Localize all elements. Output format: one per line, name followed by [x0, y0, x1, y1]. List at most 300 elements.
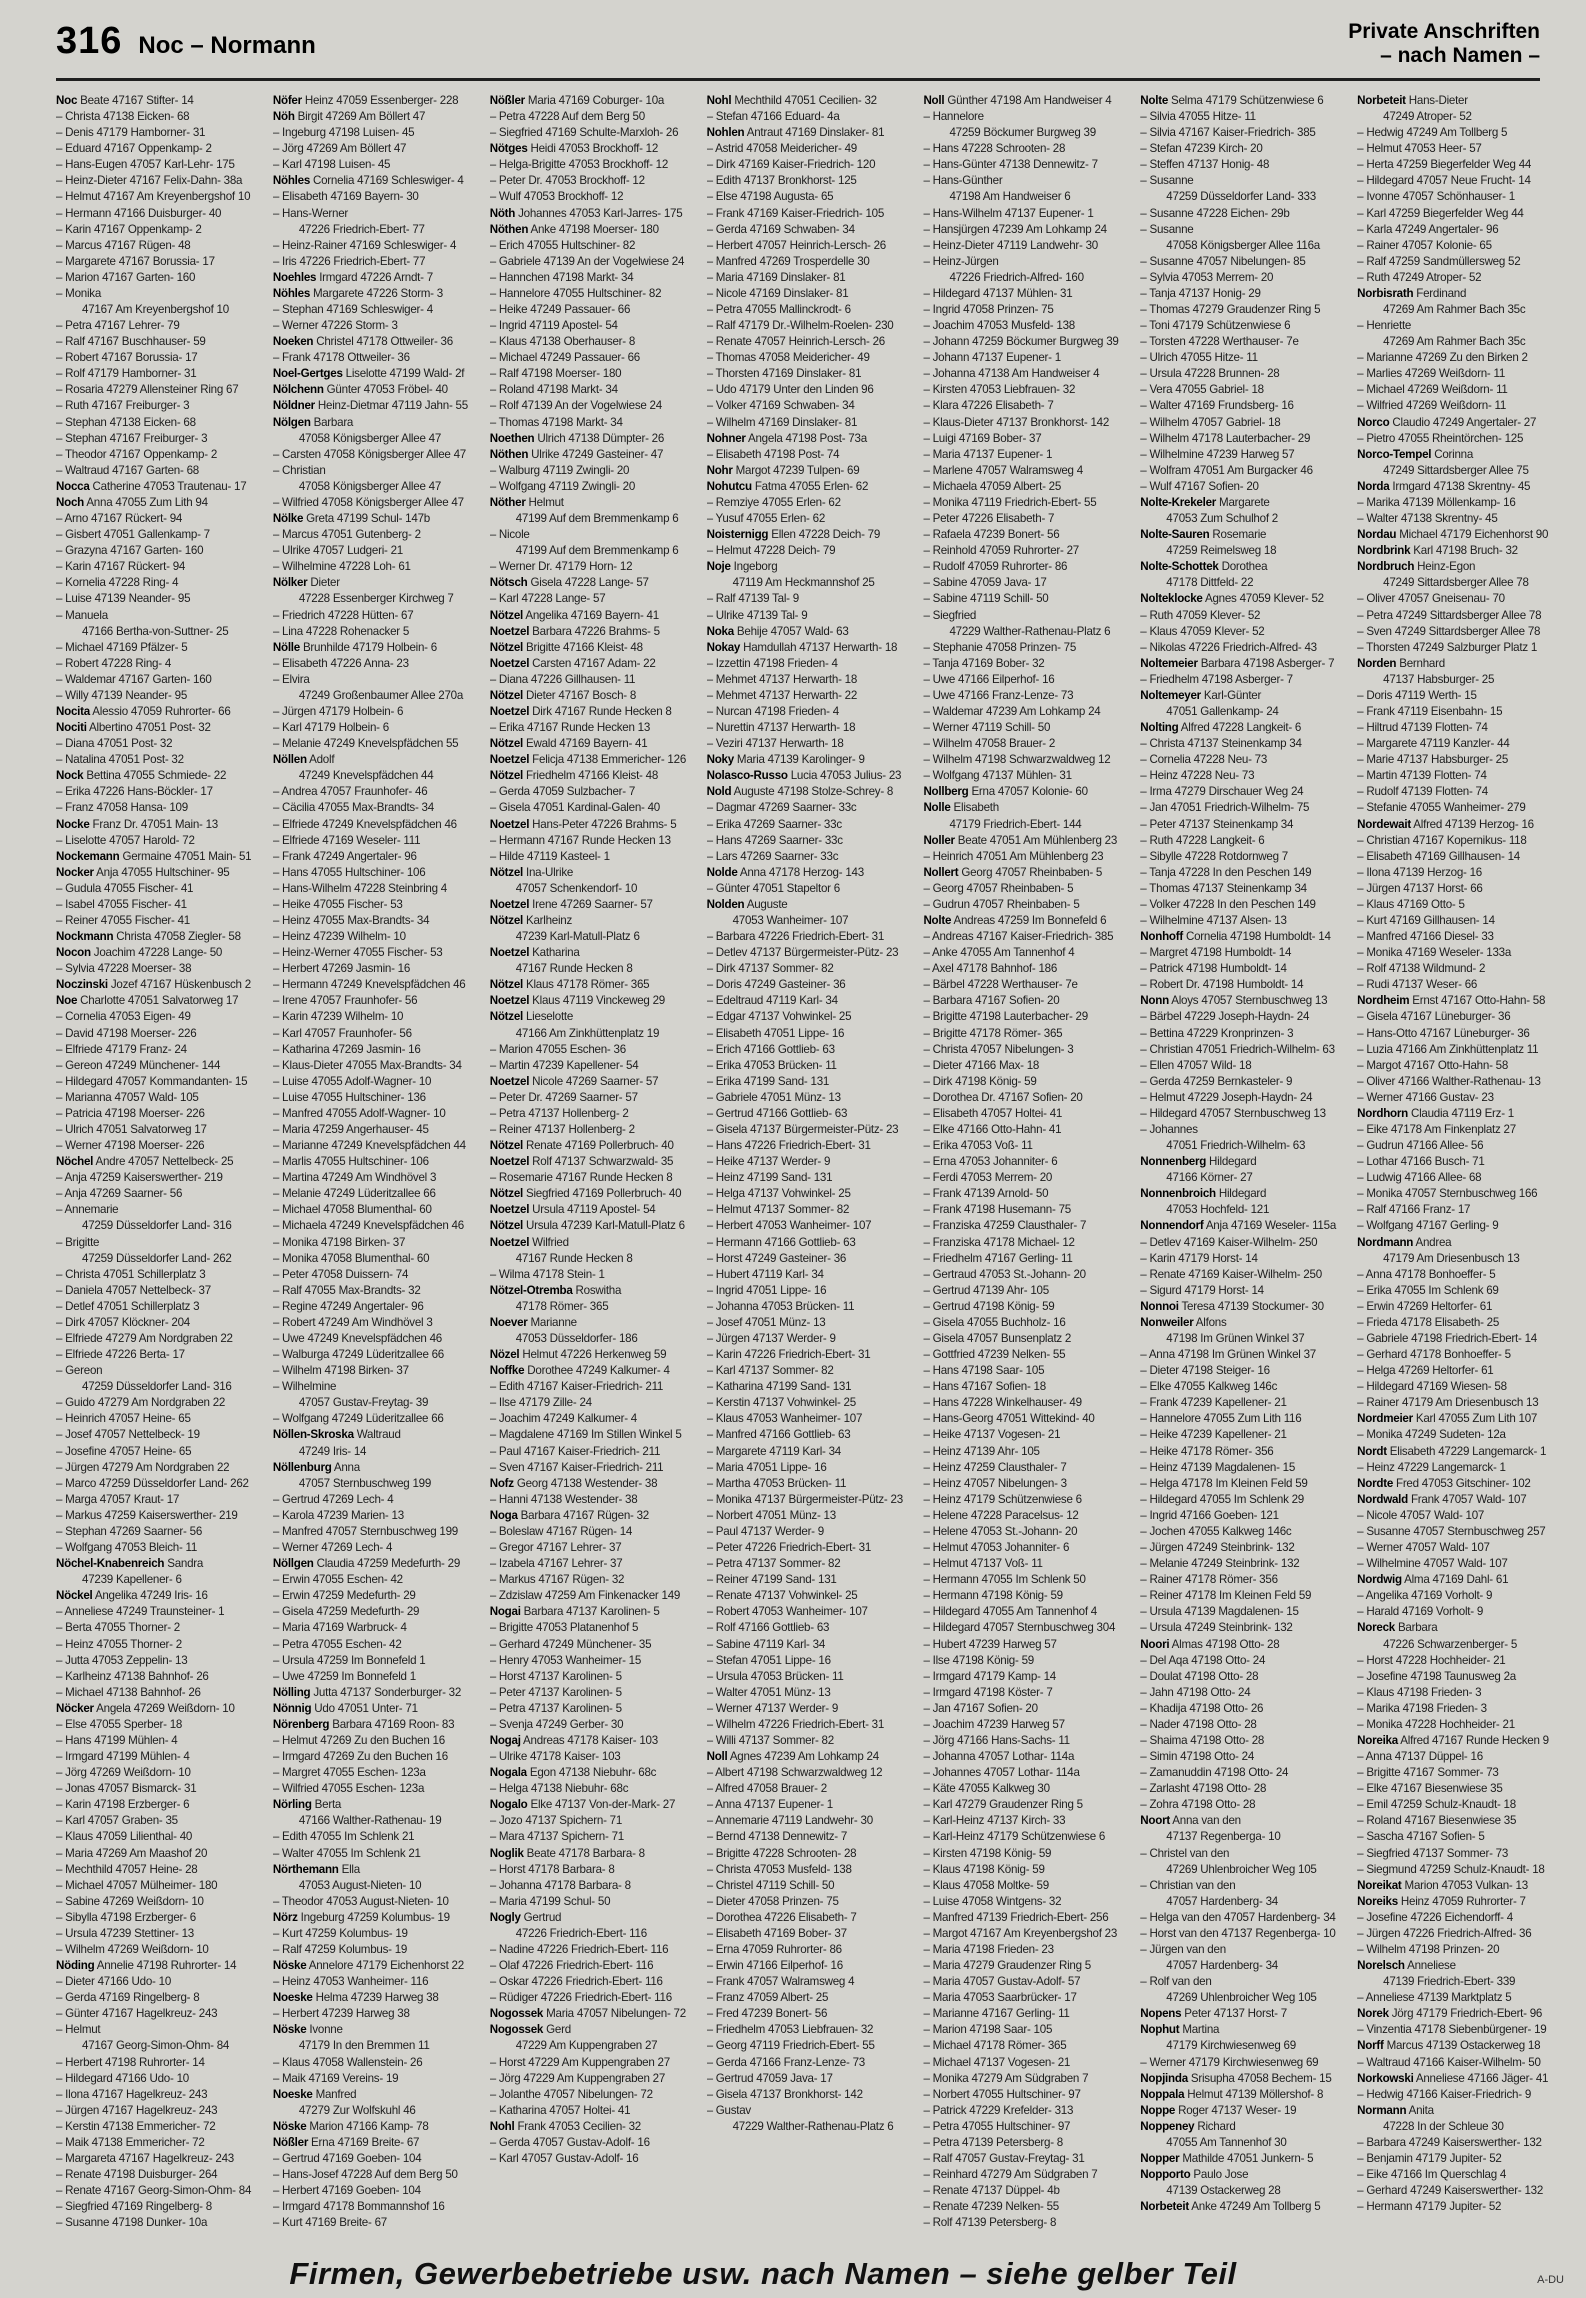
directory-entry: – Willi 47137 Sommer- 82: [706, 1733, 834, 1747]
directory-entry: – Elfriede 47179 Franz- 24: [56, 1042, 187, 1056]
directory-entry: 47053 Düsseldorfer- 186: [515, 1332, 638, 1346]
directory-entry: – Hans-Günter 47138 Dennewitz- 7: [923, 158, 1098, 172]
directory-entry: – Horst 47249 Gasteiner- 36: [706, 1251, 847, 1265]
directory-entry: – Hanni 47138 Westender- 38: [489, 1492, 638, 1506]
directory-entry: – Erika 47167 Runde Hecken 13: [489, 721, 651, 735]
directory-entry: – Renate 47167 Georg-Simon-Ohm- 84: [56, 2184, 252, 2198]
directory-entry: – Eike 47178 Am Finkenplatz 27: [1357, 1123, 1516, 1136]
directory-entry: – Jürgen 47167 Hagelkreuz- 243: [56, 2103, 218, 2117]
directory-entry: – Manfred 47139 Friedrich-Ebert- 256: [923, 1910, 1109, 1924]
directory-entry: – Heinrich 47051 Am Mühlenberg 23: [923, 849, 1104, 863]
directory-entry: – Elfriede 47226 Berta- 17: [56, 1348, 185, 1362]
directory-entry: – Markus 47167 Rügen- 32: [489, 1573, 625, 1587]
directory-entry: Nolte-Krekeler Margarete: [1140, 495, 1270, 509]
directory-entry: – Hans 47269 Saarner- 33c: [706, 833, 843, 847]
directory-entry: – Oliver 47166 Walther-Rathenau- 13: [1357, 1074, 1541, 1088]
directory-entry: – Irmgard 47179 Kamp- 14: [923, 1669, 1056, 1683]
directory-entry: – Klaus-Dieter 47055 Max-Brandts- 34: [272, 1058, 462, 1072]
directory-entry: – Brigitte 47178 Römer- 365: [923, 1026, 1063, 1040]
directory-entry: – Wilhelm 47226 Friedrich-Ebert- 31: [706, 1717, 885, 1731]
directory-entry: – Arno 47167 Rückert- 94: [56, 512, 183, 526]
directory-entry: – Doulat 47198 Otto- 28: [1140, 1669, 1259, 1683]
directory-entry: – Gisela 47167 Lüneburger- 36: [1357, 1010, 1511, 1024]
directory-entry: Nonnenbroich Hildegard: [1140, 1187, 1267, 1201]
directory-entry: – Rainer 47178 Römer- 356: [1140, 1573, 1278, 1587]
directory-entry: – Michaela 47059 Albert- 25: [923, 479, 1062, 493]
directory-entry: – Marie 47137 Habsburger- 25: [1357, 753, 1509, 767]
directory-entry: Nogai Barbara 47137 Karolinen- 5: [489, 1605, 660, 1619]
directory-entry: – Guido 47279 Am Nordgraben 22: [56, 1396, 226, 1410]
directory-entry: – Rolf 47139 An der Vogelwiese 24: [489, 399, 662, 413]
directory-entry: – Wolfgang 47249 Lüderitzallee 66: [272, 1412, 444, 1426]
directory-entry: – Kurt 47169 Breite- 67: [272, 2216, 387, 2230]
directory-entry: – Reinhold 47059 Ruhrorter- 27: [923, 544, 1079, 558]
directory-entry: Nötzel Ina-Ulrike: [489, 865, 574, 879]
directory-entry: Nocker Anja 47055 Hultschiner- 95: [56, 865, 230, 879]
directory-entry: – Zdzislaw 47259 Am Finkenacker 149: [489, 1589, 681, 1603]
directory-entry: Noczinski Jozef 47167 Hüskenbusch 2: [56, 978, 251, 992]
directory-entry: – Rudolf 47139 Flotten- 74: [1357, 785, 1488, 799]
directory-entry: Nöcker Angela 47269 Weißdorn- 10: [56, 1701, 235, 1715]
directory-entry: – Hildegard 47169 Wiesen- 58: [1357, 1380, 1507, 1394]
directory-entry: – Helmut 47167 Am Kreyenbergshof 10: [56, 190, 251, 204]
directory-entry: Nordheim Ernst 47167 Otto-Hahn- 58: [1357, 994, 1546, 1008]
directory-entry: – Erika 47269 Saarner- 33c: [706, 817, 842, 831]
directory-entry: – Heinz 47239 Wilhelm- 10: [272, 930, 406, 944]
directory-entry: Norco Claudio 47249 Angertaler- 27: [1357, 415, 1537, 429]
directory-entry: Nogossek Maria 47057 Nibelungen- 72: [489, 2007, 686, 2021]
footer-code: A-DU: [1537, 2274, 1564, 2286]
directory-entry: – Christa 47137 Steinenkamp 34: [1140, 737, 1302, 751]
directory-entry: – Paul 47137 Werder- 9: [706, 1524, 824, 1538]
directory-entry: – Käte 47055 Kalkweg 30: [923, 1782, 1050, 1796]
directory-entry: Nöllen Adolf: [272, 753, 335, 767]
directory-entry: – Johanna 47138 Am Handweiser 4: [923, 367, 1100, 381]
directory-entry: – Heinz 47055 Thorner- 2: [56, 1637, 182, 1651]
directory-entry: – Anja 47269 Saarner- 56: [56, 1187, 183, 1201]
directory-entry: – Hans-Josef 47228 Auf dem Berg 50: [272, 2168, 458, 2182]
directory-entry: – Hans-Georg 47051 Wittekind- 40: [923, 1412, 1095, 1426]
directory-entry: – Horst 47137 Karolinen- 5: [489, 1669, 622, 1683]
directory-entry: Noetzel Hans-Peter 47226 Brahms- 5: [489, 817, 677, 831]
directory-entry: – Gisbert 47051 Gallenkamp- 7: [56, 528, 210, 542]
directory-entry: Noreika Alfred 47167 Runde Hecken 9: [1357, 1733, 1549, 1747]
directory-entry: – Helmut 47228 Deich- 79: [706, 544, 836, 558]
directory-entry: – Erwin 47269 Heltorfer- 61: [1357, 1299, 1493, 1313]
directory-entry: – Franz 47058 Hansa- 109: [56, 801, 188, 815]
directory-entry: – Detlev 47169 Kaiser-Wilhelm- 250: [1140, 1235, 1318, 1249]
directory-entry: – Rolf 47139 Petersberg- 8: [923, 2216, 1057, 2230]
directory-entry: – Petra 47228 Auf dem Berg 50: [489, 110, 645, 124]
directory-entry: – Gertrud 47198 König- 59: [923, 1299, 1055, 1313]
directory-entry: – Hildegard 47137 Mühlen- 31: [923, 286, 1073, 300]
directory-entry: 47119 Am Heckmannshof 25: [732, 576, 875, 590]
directory-entry: Noll Agnes 47239 Am Lohkamp 24: [706, 1750, 879, 1764]
directory-entry: Nordhorn Claudia 47119 Erz- 1: [1357, 1106, 1514, 1120]
directory-entry: – Horst 47178 Barbara- 8: [489, 1862, 615, 1876]
directory-entry: – Frank 47057 Walramsweg 4: [706, 1975, 855, 1989]
directory-entry: – Hans-Otto 47167 Lüneburger- 36: [1357, 1026, 1530, 1040]
directory-entry: – Marion 47167 Garten- 160: [56, 270, 196, 284]
directory-entry: Noethen Ulrich 47138 Dümpter- 26: [489, 431, 665, 445]
directory-entry: – Marlies 47269 Weißdorn- 11: [1357, 367, 1506, 381]
directory-entry: – Reinhard 47279 Am Südgraben 7: [923, 2168, 1098, 2182]
directory-entry: – Stefan 47239 Kirch- 20: [1140, 142, 1263, 156]
directory-entry: – Svenja 47249 Gerber- 30: [489, 1717, 624, 1731]
directory-entry: – Gertrud 47139 Ahr- 105: [923, 1283, 1049, 1297]
directory-entry: – Kurt 47259 Kolumbus- 19: [272, 1926, 408, 1940]
directory-entry: – Wilhelm 47198 Birken- 37: [272, 1364, 409, 1378]
directory-entry: – Klaus 47059 Lilienthal- 40: [56, 1830, 193, 1844]
directory-entry: – Helmut 47229 Joseph-Haydn- 24: [1140, 1090, 1313, 1104]
directory-entry: – Gerda 47169 Schwaben- 34: [706, 222, 855, 236]
directory-entry: 47057 Hardenberg- 34: [1166, 1959, 1278, 1973]
directory-entry: – Marianne 47249 Knevelspfädchen 44: [272, 1139, 466, 1153]
directory-entry: – Barbara 47226 Friedrich-Ebert- 31: [706, 930, 885, 944]
directory-entry: – Hermann 47166 Duisburger- 40: [56, 206, 222, 220]
directory-entry: – Frank 47249 Angertaler- 96: [272, 849, 417, 863]
directory-entry: – Wilma 47178 Stein- 1: [489, 1267, 605, 1281]
directory-entry: Nocca Catherine 47053 Trautenau- 17: [56, 479, 247, 493]
directory-entry: – Johanna 47057 Lothar- 114a: [923, 1750, 1075, 1764]
directory-entry: – Heinz 47259 Clausthaler- 7: [923, 1460, 1067, 1474]
directory-entry: Noe Charlotte 47051 Salvatorweg 17: [56, 994, 239, 1008]
directory-entry: – Heinz 47055 Max-Brandts- 34: [272, 913, 430, 927]
directory-entry: Noetzel Carsten 47167 Adam- 22: [489, 656, 656, 670]
directory-entry: 47249 Großenbaumer Allee 270a: [298, 688, 464, 702]
directory-entry: – Robert 47053 Wanheimer- 107: [706, 1605, 868, 1619]
directory-entry: – Del Aqa 47198 Otto- 24: [1140, 1653, 1266, 1667]
directory-entry: – Theodor 47167 Oppenkamp- 2: [56, 447, 218, 461]
directory-entry: – Johannes: [1140, 1123, 1198, 1136]
directory-entry: – Susanne: [1140, 174, 1194, 188]
directory-entry: – Robert 47167 Borussia- 17: [56, 351, 198, 365]
directory-entry: Noga Barbara 47167 Rügen- 32: [489, 1508, 649, 1522]
directory-entry: – Jörg 47269 Weißdorn- 10: [56, 1766, 191, 1780]
directory-entry: 47259 Düsseldorfer Land- 333: [1166, 190, 1316, 204]
directory-columns: [56, 93, 1568, 2240]
directory-entry: – Wilfried 47269 Weißdorn- 11: [1357, 399, 1507, 413]
directory-entry: – Frank 47119 Eisenbahn- 15: [1357, 704, 1503, 718]
directory-entry: Nößler Maria 47169 Coburger- 10a: [489, 94, 665, 107]
directory-entry: Noetzel Felicja 47138 Emmericher- 126: [489, 753, 687, 767]
directory-entry: Nolde Anna 47178 Herzog- 143: [706, 865, 864, 879]
directory-entry: – Heike 47239 Kapellener- 21: [1140, 1428, 1287, 1442]
directory-entry: – Gabriele 47051 Münz- 13: [706, 1090, 841, 1104]
directory-entry: – Hermann 47055 Im Schlenk 50: [923, 1573, 1086, 1587]
directory-entry: – Helene 47228 Paracelsus- 12: [923, 1508, 1079, 1522]
directory-entry: – Remziye 47055 Erlen- 62: [706, 495, 841, 509]
directory-entry: – Boleslaw 47167 Rügen- 14: [489, 1524, 633, 1538]
directory-entry: – Mehmet 47137 Herwarth- 22: [706, 688, 858, 702]
directory-entry: – Hildegard 47055 Am Tannenhof 4: [923, 1605, 1097, 1619]
directory-entry: Noglik Beate 47178 Barbara- 8: [489, 1846, 645, 1860]
directory-entry: Noreck Barbara: [1357, 1621, 1438, 1635]
directory-entry: – Elisabeth 47169 Bayern- 30: [272, 190, 419, 204]
directory-entry: 47228 In der Schleue 30: [1383, 2119, 1504, 2133]
directory-entry: – Ulrike 47178 Kaiser- 103: [489, 1750, 621, 1764]
directory-entry: – Else 47055 Sperber- 18: [56, 1717, 183, 1731]
directory-entry: – Tanja 47169 Bober- 32: [923, 656, 1045, 670]
directory-entry: 47139 Ostackerweg 28: [1166, 2184, 1281, 2198]
directory-entry: – Uwe 47166 Eilperhof- 16: [923, 672, 1055, 686]
directory-entry: – Elke 47055 Kalkweg 146c: [1140, 1380, 1278, 1394]
directory-entry: – Manfred 47166 Diesel- 33: [1357, 930, 1494, 944]
directory-entry: – Monika 47057 Sternbuschweg 166: [1357, 1187, 1538, 1201]
directory-entry: Nötzel Friedhelm 47166 Kleist- 48: [489, 769, 659, 783]
directory-entry: – Anke 47055 Am Tannenhof 4: [923, 946, 1075, 960]
directory-entry: – Gisela 47259 Medefurth- 29: [272, 1605, 420, 1619]
directory-entry: – Maik 47169 Vereins- 19: [272, 2071, 399, 2085]
directory-entry: – Luzia 47166 Am Zinkhüttenplatz 11: [1357, 1042, 1539, 1056]
directory-entry: 47249 Sittardsberger Allee 75: [1383, 463, 1529, 477]
directory-entry: – Frank 47198 Husemann- 75: [923, 1203, 1071, 1217]
header-left: [56, 20, 316, 63]
directory-entry: – Grazyna 47167 Garten- 160: [56, 544, 204, 558]
directory-entry: Nophut Martina: [1140, 2023, 1220, 2037]
directory-entry: Noetzel Dirk 47167 Runde Hecken 8: [489, 704, 672, 718]
directory-entry: Noetzel Ursula 47119 Apostel- 54: [489, 1203, 656, 1217]
directory-entry: Nofz Georg 47138 Westender- 38: [489, 1476, 658, 1490]
directory-entry: – Karin 47167 Rückert- 94: [56, 560, 186, 574]
directory-entry: 47199 Auf dem Bremmenkamp 6: [515, 512, 679, 526]
directory-entry: – Jürgen van den: [1140, 1942, 1226, 1956]
directory-entry: – Jan 47051 Friedrich-Wilhelm- 75: [1140, 801, 1310, 815]
directory-entry: – Fred 47239 Bonert- 56: [706, 2007, 828, 2021]
directory-entry: Noch Anna 47055 Zum Lith 94: [56, 495, 208, 509]
directory-entry: 47051 Friedrich-Wilhelm- 63: [1166, 1139, 1306, 1153]
directory-entry: – Monika: [56, 286, 102, 300]
directory-entry: – Michael 47269 Weißdorn- 11: [1357, 383, 1508, 397]
directory-entry: – Michael 47058 Blumenthal- 60: [272, 1203, 432, 1217]
directory-entry: 47179 Friedrich-Ebert- 144: [949, 817, 1082, 831]
directory-entry: – Roland 47167 Biesenwiese 35: [1357, 1814, 1517, 1828]
directory-entry: Noll Günther 47198 Am Handweiser 4: [923, 94, 1112, 107]
directory-entry: – Jolanthe 47057 Nibelungen- 72: [489, 2087, 653, 2101]
directory-entry: – Edith 47055 Im Schlenk 21: [272, 1830, 415, 1844]
directory-entry: – Herta 47259 Biegerfelder Weg 44: [1357, 158, 1532, 172]
directory-entry: Noetzel Klaus 47119 Vinckeweg 29: [489, 994, 665, 1008]
directory-entry: – Heike 47249 Passauer- 66: [489, 303, 631, 317]
directory-entry: – Michael 47137 Vogesen- 21: [923, 2055, 1071, 2069]
directory-entry: – Werner 47057 Wald- 107: [1357, 1541, 1490, 1555]
directory-entry: – Martha 47053 Brücken- 11: [706, 1476, 847, 1490]
directory-entry: – Erich 47055 Hultschiner- 82: [489, 238, 636, 252]
directory-entry: – Ursula 47239 Stettiner- 13: [56, 1926, 195, 1940]
directory-entry: – Karl 47198 Luisen- 45: [272, 158, 391, 172]
directory-entry: – Susanne 47057 Nibelungen- 85: [1140, 254, 1306, 268]
directory-entry: Nöfer Heinz 47059 Essenberger- 228: [272, 94, 459, 107]
directory-entry: – Klaus 47198 Frieden- 3: [1357, 1685, 1482, 1699]
directory-entry: 47166 Körner- 27: [1166, 1171, 1253, 1185]
directory-entry: – Michael 47057 Mülheimer- 180: [56, 1878, 218, 1892]
directory-entry: – Albert 47198 Schwarzwaldweg 12: [706, 1766, 883, 1780]
directory-entry: – Maria 47053 Saarbrücker- 17: [923, 1991, 1077, 2005]
directory-entry: – Monika 47119 Friedrich-Ebert- 55: [923, 495, 1097, 509]
directory-entry: – Hubert 47119 Karl- 34: [706, 1267, 824, 1281]
directory-entry: – Ralf 47057 Gustav-Freytag- 31: [923, 2152, 1085, 2165]
directory-entry: – Hans 47228 Schrooten- 28: [923, 142, 1066, 156]
directory-entry: – Marga 47057 Kraut- 17: [56, 1492, 180, 1506]
directory-entry: – Hildegard 47166 Udo- 10: [56, 2071, 189, 2085]
directory-entry: Nopjinda Srisupha 47058 Bechem- 15: [1140, 2071, 1332, 2085]
directory-entry: 47139 Friedrich-Ebert- 339: [1383, 1975, 1516, 1989]
directory-entry: – Olaf 47226 Friedrich-Ebert- 116: [489, 1959, 654, 1973]
directory-entry: – Frieda 47178 Elisabeth- 25: [1357, 1315, 1500, 1329]
directory-entry: – Peter 47226 Friedrich-Ebert- 31: [706, 1541, 872, 1555]
directory-entry: – Irmgard 47198 Köster- 7: [923, 1685, 1053, 1699]
directory-entry: – Maria 47269 Am Maashof 20: [56, 1846, 208, 1860]
directory-entry: 47259 Böckumer Burgweg 39: [949, 126, 1096, 140]
directory-entry: – Ursula 47259 Im Bonnefeld 1: [272, 1653, 426, 1667]
directory-entry: – Heike 47055 Fischer- 53: [272, 897, 403, 911]
directory-entry: – Norbert 47051 Münz- 13: [706, 1508, 836, 1522]
directory-entry: – Frank 47139 Arnold- 50: [923, 1187, 1049, 1201]
directory-entry: 47279 Zur Wolfskuhl 46: [298, 2103, 416, 2117]
directory-entry: Nohr Margot 47239 Tulpen- 69: [706, 463, 860, 477]
directory-entry: – Gerda 47259 Bernkasteler- 9: [1140, 1074, 1293, 1088]
directory-entry: 47249 Knevelspfädchen 44: [298, 769, 434, 783]
directory-entry: – Maria 47199 Schul- 50: [489, 1894, 611, 1908]
directory-entry: – Joachim 47249 Kalkumer- 4: [489, 1412, 637, 1426]
directory-entry: – Sigurd 47179 Horst- 14: [1140, 1283, 1264, 1297]
directory-entry: Nonweiler Alfons: [1140, 1315, 1227, 1329]
directory-entry: – Gereon 47249 Münchener- 144: [56, 1058, 221, 1072]
directory-entry: – Manfred 47057 Sternbuschweg 199: [272, 1524, 458, 1538]
directory-entry: Nötzel Karlheinz: [489, 913, 573, 927]
section-title-line1: Private Anschriften: [1348, 20, 1540, 43]
directory-entry: 47179 Kirchwiesenweg 69: [1166, 2039, 1296, 2053]
directory-entry: – Margret 47055 Eschen- 123a: [272, 1766, 426, 1780]
directory-entry: Noetzel Nicole 47269 Saarner- 57: [489, 1074, 659, 1088]
directory-entry: – Walter 47051 Münz- 13: [706, 1685, 831, 1699]
directory-entry: – Irmgard 47269 Zu den Buchen 16: [272, 1750, 448, 1764]
directory-entry: – Horst 47229 Am Kuppengraben 27: [489, 2055, 670, 2069]
directory-entry: – Astrid 47058 Meidericher- 49: [706, 142, 857, 156]
directory-entry: – Dirk 47169 Kaiser-Friedrich- 120: [706, 158, 876, 172]
directory-entry: – Friedhelm 47053 Liebfrauen- 32: [706, 2023, 874, 2037]
directory-entry: – Elisabeth 47051 Lippe- 16: [706, 1026, 845, 1040]
directory-entry: Nölke Greta 47199 Schul- 147b: [272, 512, 430, 526]
directory-entry: – Hubert 47239 Harweg 57: [923, 1637, 1057, 1651]
directory-entry: – Elke 47167 Biesenwiese 35: [1357, 1782, 1503, 1796]
directory-entry: Normann Anita: [1357, 2103, 1434, 2117]
directory-entry: – Hildegard 47055 Im Schlenk 29: [1140, 1492, 1304, 1506]
directory-entry: – Petra 47137 Sommer- 82: [706, 1557, 841, 1571]
directory-entry: 47226 Friedrich-Ebert- 77: [298, 222, 425, 236]
directory-entry: – Wilfried 47058 Königsberger Allee 47: [272, 495, 464, 509]
directory-entry: – Elfriede 47249 Knevelspfädchen 46: [272, 817, 457, 831]
directory-entry: – Thomas 47279 Graudenzer Ring 5: [1140, 303, 1321, 317]
directory-entry: – Erika 47199 Sand- 131: [706, 1074, 830, 1088]
section-title: [1348, 20, 1540, 68]
directory-entry: – Dorothea 47226 Elisabeth- 7: [706, 1910, 857, 1924]
directory-entry: – Yusuf 47055 Erlen- 62: [706, 512, 826, 526]
directory-entry: – Hermann 47198 König- 59: [923, 1589, 1063, 1603]
directory-entry: Nogalo Elke 47137 Von-der-Mark- 27: [489, 1798, 676, 1812]
directory-entry: – Margarete 47119 Kanzler- 44: [1357, 737, 1510, 751]
directory-entry: – Gertrud 47059 Java- 17: [706, 2071, 833, 2085]
directory-entry: – Bettina 47229 Kronprinzen- 3: [1140, 1026, 1294, 1040]
directory-entry: – Robert Dr. 47198 Humboldt- 14: [1140, 978, 1304, 992]
directory-entry: – Wilhelm 47178 Lauterbacher- 29: [1140, 431, 1311, 445]
directory-entry: 47167 Runde Hecken 8: [515, 1251, 633, 1265]
directory-entry: – Brigitte 47167 Sommer- 73: [1357, 1766, 1499, 1780]
directory-entry: 47269 Uhlenbroicher Weg 105: [1166, 1862, 1317, 1876]
directory-entry: – Silvia 47167 Kaiser-Friedrich- 385: [1140, 126, 1316, 140]
directory-entry: – Frank 47169 Kaiser-Friedrich- 105: [706, 206, 885, 220]
directory-entry: – Heinz-Dieter 47167 Felix-Dahn- 38a: [56, 174, 243, 188]
directory-entry: – Monika 47058 Blumenthal- 60: [272, 1251, 430, 1265]
directory-entry: – Ralf 47179 Dr.-Wilhelm-Roelen- 230: [706, 319, 894, 333]
directory-entry: – Karl 47259 Biegerfelder Weg 44: [1357, 206, 1524, 220]
directory-entry: 47259 Düsseldorfer Land- 262: [82, 1251, 232, 1265]
directory-entry: – Markus 47259 Kaiserswerther- 219: [56, 1508, 238, 1522]
directory-entry: – Iris 47226 Friedrich-Ebert- 77: [272, 254, 426, 268]
directory-entry: – Hans 47167 Sofien- 18: [923, 1380, 1046, 1394]
directory-entry: – Hildegard 47057 Sternbuschweg 13: [1140, 1106, 1326, 1120]
directory-entry: – Marco 47259 Düsseldorfer Land- 262: [56, 1476, 249, 1490]
directory-entry: – Doris 47119 Werth- 15: [1357, 688, 1477, 702]
directory-entry: 47179 Am Driesenbusch 13: [1383, 1251, 1520, 1265]
directory-entry: – Robert 47228 Ring- 4: [56, 656, 172, 670]
directory-entry: – Kirsten 47198 König- 59: [923, 1846, 1052, 1860]
directory-entry: – Petra 47137 Karolinen- 5: [489, 1701, 622, 1715]
directory-entry: – Detlef 47051 Schillerplatz 3: [56, 1299, 200, 1313]
directory-entry: – Gudula 47055 Fischer- 41: [56, 881, 194, 895]
directory-entry: – Heike 47178 Römer- 356: [1140, 1444, 1274, 1458]
directory-entry: Nötzel Renate 47169 Pollerbruch- 40: [489, 1139, 674, 1153]
directory-entry: – Edgar 47137 Vohwinkel- 25: [706, 1010, 852, 1024]
directory-entry: – Wilhelm 47198 Prinzen- 20: [1357, 1942, 1500, 1956]
directory-entry: – Margarete 47119 Karl- 34: [706, 1444, 842, 1458]
directory-entry: – Ursula 47053 Brücken- 11: [706, 1669, 844, 1683]
directory-entry: – Daniela 47057 Nettelbeck- 37: [56, 1283, 211, 1297]
directory-entry: – Veziri 47137 Herwarth- 18: [706, 737, 844, 751]
directory-entry: – Petra 47055 Mallinckrodt- 6: [706, 303, 851, 317]
directory-entry: – Ivonne 47057 Schönhauser- 1: [1357, 190, 1515, 204]
directory-entry: Norff Marcus 47139 Ostackerweg 18: [1357, 2039, 1541, 2053]
directory-entry: – Hans-Eugen 47057 Karl-Lehr- 175: [56, 158, 235, 172]
directory-entry: – Johanna 47053 Brücken- 11: [706, 1299, 855, 1313]
directory-entry: Nonnendorf Anja 47169 Weseler- 115a: [1140, 1219, 1337, 1233]
directory-entry: – Tanja 47137 Honig- 29: [1140, 286, 1261, 300]
directory-entry: – Werner 47119 Schill- 50: [923, 721, 1051, 735]
directory-entry: – Klaus 47058 Moltke- 59: [923, 1878, 1049, 1892]
directory-entry: – Vera 47055 Gabriel- 18: [1140, 383, 1264, 397]
directory-entry: – Stephanie 47058 Prinzen- 75: [923, 640, 1077, 654]
directory-entry: – Doris 47249 Gasteiner- 36: [706, 978, 846, 992]
directory-entry: – Renate 47057 Heinrich-Lersch- 26: [706, 335, 885, 349]
directory-entry: Noc Beate 47167 Stifter- 14: [56, 94, 194, 107]
directory-entry: – Hans-Wilhelm 47137 Eupener- 1: [923, 206, 1094, 220]
directory-entry: Nöske Annelore 47179 Eichenhorst 22: [272, 1959, 464, 1973]
directory-entry: – Cornelia 47228 Neu- 73: [1140, 753, 1268, 767]
directory-entry: – Michael 47249 Passauer- 66: [489, 351, 640, 365]
directory-entry: – Volker 47169 Schwaben- 34: [706, 399, 855, 413]
directory-entry: – Anna 47198 Im Grünen Winkel 37: [1140, 1348, 1316, 1362]
directory-entry: – Christa 47053 Musfeld- 138: [706, 1862, 852, 1876]
directory-entry: – Rolf 47179 Hamborner- 31: [56, 367, 197, 381]
directory-entry: – Elfriede 47279 Am Nordgraben 22: [56, 1332, 233, 1346]
directory-entry: 47249 Sittardsberger Allee 78: [1383, 576, 1529, 590]
directory-entry: 47239 Kapellener- 6: [82, 1573, 182, 1587]
directory-entry: – Irmgard 47178 Bommannshof 16: [272, 2200, 445, 2214]
directory-entry: – Stephan 47138 Eicken- 68: [56, 415, 196, 429]
directory-entry: – Erika 47055 Im Schlenk 69: [1357, 1283, 1499, 1297]
directory-entry: – Erwin 47166 Eilperhof- 16: [706, 1959, 843, 1973]
directory-entry: Nöthen Anke 47198 Moerser- 180: [489, 222, 659, 236]
